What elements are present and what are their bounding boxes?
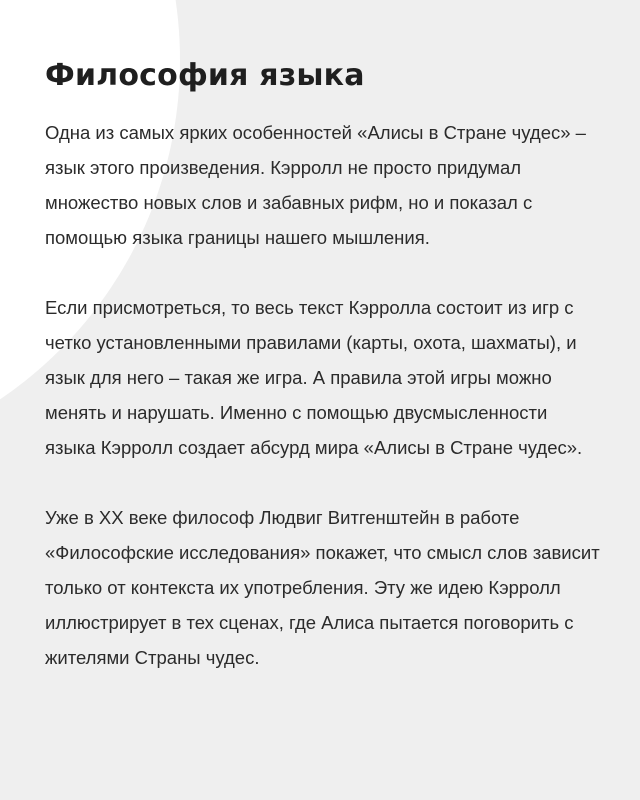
paragraph-1: Одна из самых ярких особенностей «Алисы в Стране чудес» – язык этого произведения. Кэрролл не просто придумал множество новых слов и забавных рифм, но и показал с помощью языка границы нашего мышления.	[45, 122, 586, 248]
paragraph-3: Уже в XX веке философ Людвиг Витгенштейн в работе «Философские исследования» покажет, что смысл слов зависит только от контекста их употребления. Эту же идею Кэрролл иллюстрирует в тех сценах, где Алиса пытается поговорить с жителями Страны чудес.	[45, 507, 600, 668]
article	[45, 58, 600, 710]
paragraph-2: Если присмотреться, то весь текст Кэрролла состоит из игр с четко установленными правилами (карты, охота, шахматы), и язык для него – такая же игра. А правила этой игры можно менять и нарушать. Именно с помощью двусмысленности языка Кэрролл создает абсурд мира «Алисы в Стране чудес».	[45, 297, 583, 458]
page-title: Философия языка	[45, 58, 365, 93]
